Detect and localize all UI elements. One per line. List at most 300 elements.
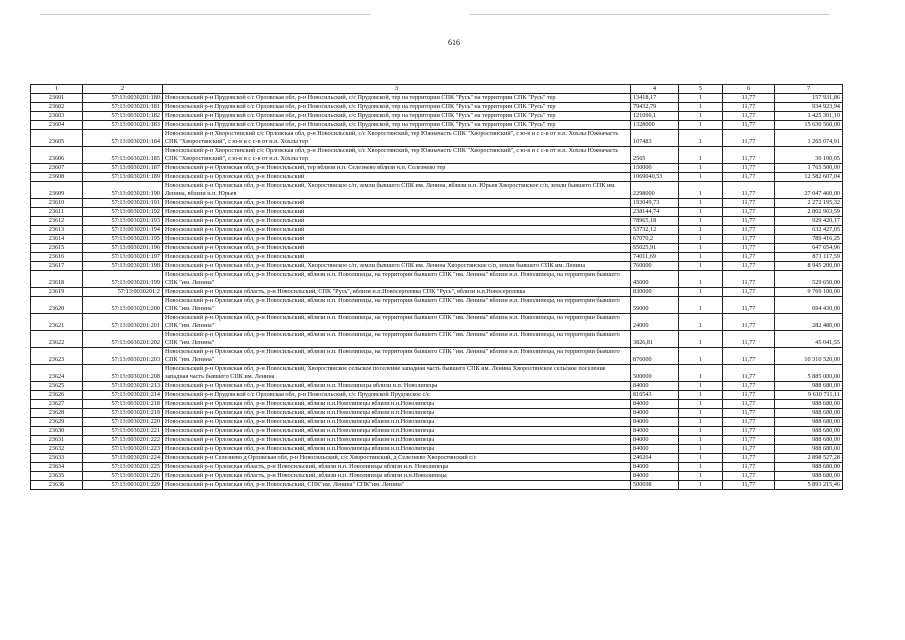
count-cell: 1	[679, 409, 723, 418]
count-cell: 1	[679, 103, 723, 112]
rate-cell: 11,77	[723, 365, 775, 382]
column-header: 3	[163, 85, 631, 94]
count-cell: 1	[679, 288, 723, 297]
rate-cell: 11,77	[723, 147, 775, 164]
cadastral-number-cell: 57:13:0030201:195	[83, 235, 163, 244]
value-cell: 5 885 000,00	[775, 365, 843, 382]
area-cell: 760000	[631, 262, 679, 271]
table-row	[31, 226, 843, 235]
address-cell: Новосильский р-н Орловская обл, р-н Новосильский, вблизи н.п.Новолипецы вблизи н.п.Новолипецы	[163, 400, 631, 409]
count-cell: 1	[679, 112, 723, 121]
count-cell: 1	[679, 391, 723, 400]
address-cell: Новосильский р-н Прудовской с/с Орловская обл, р-н Новосильский, с/с Прудовской, тер на территории СПК "Русь" на территории СПК "Русь" тер	[163, 121, 631, 130]
value-cell: 988 680,00	[775, 400, 843, 409]
rate-cell: 11,77	[723, 271, 775, 288]
area-cell: 84000	[631, 472, 679, 481]
row-number-cell: 23619	[31, 288, 83, 297]
table-row	[31, 271, 843, 288]
rate-cell: 11,77	[723, 427, 775, 436]
value-cell: 988 680,00	[775, 427, 843, 436]
table-row	[31, 173, 843, 182]
count-cell: 1	[679, 481, 723, 490]
address-cell: Новосильский р-н Орловская обл, р-н Новосильский, Хворостянское с/п, земли бывшего СПК им. Ленина, вблизи н.п. Юрьев Хворостянское с/п, земли бывшего СПК им. Ленина, вблизи н.п. Юрьев	[163, 182, 631, 199]
row-number-cell: 23625	[31, 382, 83, 391]
table-row	[31, 235, 843, 244]
cadastral-number-cell: 57:13:0030201:200	[83, 297, 163, 314]
cadastral-number-cell: 57:13:0030201:196	[83, 244, 163, 253]
cadastral-number-cell: 57:13:0030201:201	[83, 314, 163, 331]
cadastral-number-cell: 57:13:0030201:198	[83, 262, 163, 271]
rate-cell: 11,77	[723, 226, 775, 235]
rate-cell: 11,77	[723, 164, 775, 173]
table-row	[31, 454, 843, 463]
row-number-cell: 23632	[31, 445, 83, 454]
address-cell: Новосильский р-н Орловская обл, р-н Новосильский	[163, 244, 631, 253]
table-row	[31, 217, 843, 226]
count-cell: 1	[679, 164, 723, 173]
value-cell: 12 582 607,04	[775, 173, 843, 182]
row-number-cell: 23629	[31, 418, 83, 427]
area-cell: 84000	[631, 400, 679, 409]
row-number-cell: 23617	[31, 262, 83, 271]
table-row	[31, 365, 843, 382]
row-number-cell: 23605	[31, 130, 83, 147]
address-cell: Новосильский р-н Прудовской с/с Орловская обл, р-н Новосильский, с/с Прудовской, тер на территории СПК "Русь" на территории СПК "Русь" тер	[163, 103, 631, 112]
address-cell: Новосильский р-н Орловская обл, р-н Новосильский	[163, 173, 631, 182]
table-row	[31, 288, 843, 297]
rate-cell: 11,77	[723, 436, 775, 445]
table-row	[31, 445, 843, 454]
row-number-cell: 23616	[31, 253, 83, 262]
count-cell: 1	[679, 199, 723, 208]
cadastral-number-cell: 57:13:0030201:208	[83, 365, 163, 382]
rate-cell: 11,77	[723, 472, 775, 481]
cadastral-number-cell: 57:13:0030201:193	[83, 217, 163, 226]
row-number-cell: 23634	[31, 463, 83, 472]
address-cell: Новосильский р-н Орловская обл, р-н Новосильский, вблизи н.п.Новолипецы вблизи н.п.Новолипецы	[163, 427, 631, 436]
area-cell: 121096,1	[631, 112, 679, 121]
value-cell: 789 416,25	[775, 235, 843, 244]
value-cell: 988 680,00	[775, 436, 843, 445]
row-number-cell: 23623	[31, 348, 83, 365]
count-cell: 1	[679, 314, 723, 331]
address-cell: Новосильский р-н Орловская обл, р-н Новосильский, Хворостянское сельское поселение западная часть бывшего СПК им. Ленина Хворостянское сельское поселение западная часть бывшего СПК им. Ленина	[163, 365, 631, 382]
cadastral-number-cell: 57:13:0030201:202	[83, 331, 163, 348]
value-cell: 934 923,94	[775, 103, 843, 112]
cadastral-number-cell: 57:13:0030201:219	[83, 409, 163, 418]
count-cell: 1	[679, 94, 723, 103]
count-cell: 1	[679, 235, 723, 244]
table-row	[31, 112, 843, 121]
address-cell: Новосильский р-н Прудовской с/с Орловская обл, р-н Новосильский, с/с Прудовской Прудовское с/с	[163, 391, 631, 400]
table-row	[31, 182, 843, 199]
value-cell: 988 680,00	[775, 445, 843, 454]
rate-cell: 11,77	[723, 103, 775, 112]
row-number-cell: 23610	[31, 199, 83, 208]
count-cell: 1	[679, 427, 723, 436]
area-cell: 84000	[631, 436, 679, 445]
rate-cell: 11,77	[723, 121, 775, 130]
count-cell: 1	[679, 436, 723, 445]
rate-cell: 11,77	[723, 253, 775, 262]
value-cell: 1 765 500,00	[775, 164, 843, 173]
count-cell: 1	[679, 147, 723, 164]
rate-cell: 11,77	[723, 182, 775, 199]
area-cell: 55025,91	[631, 244, 679, 253]
table-row	[31, 244, 843, 253]
count-cell: 1	[679, 271, 723, 288]
column-header: 7	[775, 85, 843, 94]
value-cell: 10 310 520,00	[775, 348, 843, 365]
value-cell: 2 898 527,28	[775, 454, 843, 463]
rate-cell: 11,77	[723, 262, 775, 271]
area-cell: 150000	[631, 164, 679, 173]
row-number-cell: 23614	[31, 235, 83, 244]
table-row	[31, 297, 843, 314]
area-cell: 3826,81	[631, 331, 679, 348]
rate-cell: 11,77	[723, 454, 775, 463]
rate-cell: 11,77	[723, 418, 775, 427]
value-cell: 929 420,17	[775, 217, 843, 226]
cadastral-number-cell: 57:13:0030201:191	[83, 199, 163, 208]
table-row	[31, 103, 843, 112]
address-cell: Новосильский р-н Орловская обл, р-н Новосильский, тер вблизи н.п. Селезнево вблизи н.п. Селезнево тер	[163, 164, 631, 173]
rate-cell: 11,77	[723, 208, 775, 217]
value-cell: 988 680,00	[775, 463, 843, 472]
column-header: 2	[83, 85, 163, 94]
area-cell: 876000	[631, 348, 679, 365]
table-row	[31, 262, 843, 271]
count-cell: 1	[679, 130, 723, 147]
column-header: 4	[631, 85, 679, 94]
table-row	[31, 314, 843, 331]
row-number-cell: 23601	[31, 94, 83, 103]
area-cell: 84000	[631, 427, 679, 436]
row-number-cell: 23626	[31, 391, 83, 400]
area-cell: 1328000	[631, 121, 679, 130]
value-cell: 988 680,00	[775, 472, 843, 481]
address-cell: Новосильский р-н Орловская область, р-н Новосильский, вблизи н.п. Новолипецы вблизи н.п. Новолипецы	[163, 463, 631, 472]
row-number-cell: 23607	[31, 164, 83, 173]
count-cell: 1	[679, 208, 723, 217]
cadastral-number-cell: 57:13:0030201:223	[83, 445, 163, 454]
count-cell: 1	[679, 454, 723, 463]
cadastral-number-cell: 57:13:0030201:218	[83, 400, 163, 409]
row-number-cell: 23612	[31, 217, 83, 226]
cadastral-number-cell: 57:13:0030201:229	[83, 481, 163, 490]
column-number-header-row	[31, 85, 843, 94]
row-number-cell: 23624	[31, 365, 83, 382]
cadastral-number-cell: 57:13:0030201:187	[83, 164, 163, 173]
cadastral-number-cell: 57:13:0030201:221	[83, 427, 163, 436]
count-cell: 1	[679, 400, 723, 409]
rate-cell: 11,77	[723, 235, 775, 244]
address-cell: Новосильский р-н Орловская обл, р-н Новосильский	[163, 208, 631, 217]
count-cell: 1	[679, 472, 723, 481]
cadastral-number-cell: 57:13:0030201:181	[83, 103, 163, 112]
table-row	[31, 121, 843, 130]
address-cell: Новосильский р-н Прудовской с/с Орловская обл, р-н Новосильский, с/с Прудовской, тер на территории СПК "Русь" на территории СПК "Русь" тер	[163, 94, 631, 103]
rate-cell: 11,77	[723, 348, 775, 365]
registry-body	[31, 94, 843, 490]
area-cell: 816543	[631, 391, 679, 400]
value-cell: 871 117,59	[775, 253, 843, 262]
count-cell: 1	[679, 331, 723, 348]
count-cell: 1	[679, 348, 723, 365]
table-row	[31, 199, 843, 208]
row-number-cell: 23636	[31, 481, 83, 490]
value-cell: 988 680,00	[775, 409, 843, 418]
value-cell: 647 654,96	[775, 244, 843, 253]
cadastral-number-cell: 57:13:0030201:183	[83, 121, 163, 130]
count-cell: 1	[679, 226, 723, 235]
address-cell: Новосильский р-н Орловская обл, р-н Новосильский	[163, 217, 631, 226]
table-row	[31, 481, 843, 490]
count-cell: 1	[679, 445, 723, 454]
address-cell: Новосильский р-н Хворостянский с/с Орловская обл, р-н Новосильский, с/с Хворостянский, тер Южначасть СПК "Хворостянский", с ю-в и с с-в от н.п. Хохлы Южначасть СПК "Хворостянский", с ю-в и с с-в от н.п. Хохлы тер	[163, 147, 631, 164]
rate-cell: 11,77	[723, 297, 775, 314]
address-cell: Новосильский р-н Орловская обл, р-н Новосильский, вблизи н.п. Новолипецы, на территории бывшего СПК "им. Ленина" вблизи н.п. Новолипецы, на территории бывшего СПК "им. Ленина"	[163, 331, 631, 348]
value-cell: 8 945 200,00	[775, 262, 843, 271]
address-cell: Новосильский р-н Хворостянский с/с Орловская обл, р-н Новосильский, с/с Хворостянский, тер Южначасть СПК "Хворостянский", с ю-в и с с-в от н.п. Хохлы Южначасть СПК "Хворостянский", с ю-в и с с-в от н.п. Хохлы тер	[163, 130, 631, 147]
cadastral-number-cell: 57:13:0030201:213	[83, 382, 163, 391]
area-cell: 84000	[631, 382, 679, 391]
cadastral-number-cell: 57:13:0030201:2	[83, 288, 163, 297]
address-cell: Новосильский р-н Орловская обл, р-н Новосильский	[163, 226, 631, 235]
page-number: 616	[448, 38, 460, 47]
value-cell: 2 272 195,32	[775, 199, 843, 208]
column-header: 6	[723, 85, 775, 94]
row-number-cell: 23621	[31, 314, 83, 331]
cadastral-number-cell: 57:13:0030201:189	[83, 173, 163, 182]
value-cell: 988 680,00	[775, 382, 843, 391]
value-cell: 15 630 560,00	[775, 121, 843, 130]
row-number-cell: 23603	[31, 112, 83, 121]
area-cell: 53732,12	[631, 226, 679, 235]
rate-cell: 11,77	[723, 173, 775, 182]
address-cell: Новосильский р-н Орловская обл, р-н Новосильский, вблизи н.п. Новолипецы, на территории бывшего СПК "им. Ленина" вблизи н.п. Новолипецы, на территории бывшего СПК "им. Ленина"	[163, 297, 631, 314]
table-row	[31, 409, 843, 418]
table-row	[31, 130, 843, 147]
table-row	[31, 472, 843, 481]
address-cell: Новосильский р-н Селезнево д Орловская обл, р-н Новосильский, с/с Хворостянский, д Селезнево Хворостянский с/с	[163, 454, 631, 463]
area-cell: 45000	[631, 271, 679, 288]
area-cell: 84000	[631, 445, 679, 454]
rate-cell: 11,77	[723, 481, 775, 490]
address-cell: Новосильский р-н Орловская обл, р-н Новосильский, вблизи н.п. Новолипецы, на территории бывшего СПК "им. Ленина" вблизи н.п. Новолипецы, на территории бывшего СПК "им. Ленина"	[163, 314, 631, 331]
rate-cell: 11,77	[723, 382, 775, 391]
table-row	[31, 253, 843, 262]
value-cell: 1 265 074,91	[775, 130, 843, 147]
area-cell: 107483	[631, 130, 679, 147]
cadastral-number-cell: 57:13:0030201:222	[83, 436, 163, 445]
rate-cell: 11,77	[723, 244, 775, 253]
row-number-cell: 23628	[31, 409, 83, 418]
address-cell: Новосильский р-н Орловская обл, р-н Новосильский, СПК"им. Ленина" СПК"им. Ленина"	[163, 481, 631, 490]
count-cell: 1	[679, 244, 723, 253]
cadastral-number-cell: 57:13:0030201:185	[83, 147, 163, 164]
area-cell: 59000	[631, 297, 679, 314]
row-number-cell: 23620	[31, 297, 83, 314]
count-cell: 1	[679, 418, 723, 427]
table-row	[31, 348, 843, 365]
table-row	[31, 427, 843, 436]
column-header: 5	[679, 85, 723, 94]
count-cell: 1	[679, 217, 723, 226]
address-cell: Новосильский р-н Орловская обл, р-н Новосильский, Хворостянское с/п, земли бывшего СПК им. Ленина Хворостянское с/п, земли бывшего СПК им. Ленина	[163, 262, 631, 271]
row-number-cell: 23618	[31, 271, 83, 288]
cadastral-number-cell: 57:13:0030201:224	[83, 454, 163, 463]
row-number-cell: 23615	[31, 244, 83, 253]
address-cell: Новосильский р-н Орловская обл, р-н Новосильский, вблизи н.п.Новолипецы вблизи н.п.Новолипецы	[163, 418, 631, 427]
count-cell: 1	[679, 365, 723, 382]
rate-cell: 11,77	[723, 391, 775, 400]
cadastral-registry-table	[30, 84, 843, 490]
count-cell: 1	[679, 262, 723, 271]
cadastral-number-cell: 57:13:0030201:190	[83, 182, 163, 199]
rate-cell: 11,77	[723, 112, 775, 121]
rate-cell: 11,77	[723, 217, 775, 226]
rate-cell: 11,77	[723, 463, 775, 472]
area-cell: 238144,74	[631, 208, 679, 217]
area-cell: 1069040,53	[631, 173, 679, 182]
row-number-cell: 23604	[31, 121, 83, 130]
value-cell: 282 480,00	[775, 314, 843, 331]
area-cell: 84000	[631, 418, 679, 427]
cadastral-number-cell: 57:13:0030201:226	[83, 472, 163, 481]
table-row	[31, 436, 843, 445]
row-number-cell: 23611	[31, 208, 83, 217]
rate-cell: 11,77	[723, 288, 775, 297]
cadastral-number-cell: 57:13:0030201:214	[83, 391, 163, 400]
cadastral-number-cell: 57:13:0030201:182	[83, 112, 163, 121]
rate-cell: 11,77	[723, 130, 775, 147]
area-cell: 84000	[631, 409, 679, 418]
address-cell: Новосильский р-н Прудовской с/с Орловская обл, р-н Новосильский, с/с Прудовской, тер на территории СПК "Русь" на территории СПК "Русь" тер	[163, 112, 631, 121]
value-cell: 157 931,86	[775, 94, 843, 103]
table-row	[31, 94, 843, 103]
rate-cell: 11,77	[723, 331, 775, 348]
area-cell: 2298000	[631, 182, 679, 199]
area-cell: 67070,2	[631, 235, 679, 244]
table-row	[31, 382, 843, 391]
address-cell: Новосильский р-н Орловская обл, р-н Новосильский, вблизи н.п.Новолипецы вблизи н.п.Новолипецы	[163, 445, 631, 454]
address-cell: Новосильский р-н Орловская обл, р-н Новосильский, вблизи н.п. Новолипецы вблизи н.п. Новолипецы	[163, 382, 631, 391]
row-number-cell: 23633	[31, 454, 83, 463]
table-row	[31, 331, 843, 348]
address-cell: Новосильский р-н Орловская обл, р-н Новосильский, вблизи н.п.Новолипецы вблизи н.п.Новолипецы	[163, 436, 631, 445]
count-cell: 1	[679, 182, 723, 199]
table-row	[31, 391, 843, 400]
cadastral-number-cell: 57:13:0030201:225	[83, 463, 163, 472]
count-cell: 1	[679, 463, 723, 472]
value-cell: 9 769 100,00	[775, 288, 843, 297]
table-row	[31, 208, 843, 217]
count-cell: 1	[679, 173, 723, 182]
rate-cell: 11,77	[723, 445, 775, 454]
row-number-cell: 23630	[31, 427, 83, 436]
area-cell: 78965,18	[631, 217, 679, 226]
value-cell: 632 427,05	[775, 226, 843, 235]
area-cell: 13418,17	[631, 94, 679, 103]
area-cell: 246264	[631, 454, 679, 463]
scan-artifact-line-left	[40, 14, 370, 15]
area-cell: 500000	[631, 365, 679, 382]
row-number-cell: 23613	[31, 226, 83, 235]
count-cell: 1	[679, 121, 723, 130]
row-number-cell: 23631	[31, 436, 83, 445]
table-row	[31, 147, 843, 164]
count-cell: 1	[679, 382, 723, 391]
address-cell: Новосильский р-н Орловская обл, р-н Новосильский, вблизи н.п. Новолипецы, на территории бывшего СПК "им. Ленина" вблизи н.п. Новолипецы, на территории бывшего СПК "им. Ленина"	[163, 271, 631, 288]
row-number-cell: 23622	[31, 331, 83, 348]
area-cell: 84000	[631, 463, 679, 472]
area-cell: 2565	[631, 147, 679, 164]
value-cell: 529 650,00	[775, 271, 843, 288]
area-cell: 74011,69	[631, 253, 679, 262]
table-row	[31, 463, 843, 472]
table-row	[31, 164, 843, 173]
rate-cell: 11,77	[723, 400, 775, 409]
value-cell: 694 430,00	[775, 297, 843, 314]
scan-artifact-line-right	[470, 14, 830, 15]
row-number-cell: 23609	[31, 182, 83, 199]
cadastral-number-cell: 57:13:0030201:194	[83, 226, 163, 235]
cadastral-number-cell: 57:13:0030201:180	[83, 94, 163, 103]
rate-cell: 11,77	[723, 94, 775, 103]
value-cell: 988 680,00	[775, 418, 843, 427]
row-number-cell: 23606	[31, 147, 83, 164]
rate-cell: 11,77	[723, 314, 775, 331]
rate-cell: 11,77	[723, 199, 775, 208]
address-cell: Новосильский р-н Орловская обл, р-н Новосильский	[163, 235, 631, 244]
row-number-cell: 23602	[31, 103, 83, 112]
table-row	[31, 418, 843, 427]
cadastral-number-cell: 57:13:0030201:184	[83, 130, 163, 147]
column-header: 1	[31, 85, 83, 94]
value-cell: 45 041,55	[775, 331, 843, 348]
value-cell: 2 802 963,59	[775, 208, 843, 217]
row-number-cell: 23608	[31, 173, 83, 182]
table-row	[31, 400, 843, 409]
row-number-cell: 23635	[31, 472, 83, 481]
count-cell: 1	[679, 297, 723, 314]
area-cell: 500698	[631, 481, 679, 490]
value-cell: 1 425 301,10	[775, 112, 843, 121]
value-cell: 27 047 460,00	[775, 182, 843, 199]
cadastral-number-cell: 57:13:0030201:220	[83, 418, 163, 427]
area-cell: 193049,73	[631, 199, 679, 208]
rate-cell: 11,77	[723, 409, 775, 418]
value-cell: 5 893 215,46	[775, 481, 843, 490]
cadastral-number-cell: 57:13:0030201:192	[83, 208, 163, 217]
address-cell: Новосильский р-н Орловская область, р-н Новосильский, СПК "Русь", вблизи н.п.Новосергеевка СПК "Русь", вблизи н.п.Новосергеевка	[163, 288, 631, 297]
cadastral-number-cell: 57:13:0030201:199	[83, 271, 163, 288]
address-cell: Новосильский р-н Орловская обл, р-н Новосильский	[163, 253, 631, 262]
cadastral-number-cell: 57:13:0030201:197	[83, 253, 163, 262]
row-number-cell: 23627	[31, 400, 83, 409]
count-cell: 1	[679, 253, 723, 262]
cadastral-number-cell: 57:13:0030201:203	[83, 348, 163, 365]
area-cell: 830000	[631, 288, 679, 297]
address-cell: Новосильский р-н Орловская обл, р-н Новосильский, вблизи н.п.Новолипецы вблизи н.п.Новолипецы	[163, 409, 631, 418]
address-cell: Новосильский р-н Орловская обл, р-н Новосильский	[163, 199, 631, 208]
value-cell: 9 610 711,11	[775, 391, 843, 400]
value-cell: 30 190,05	[775, 147, 843, 164]
address-cell: Новосильский р-н Орловская область, р-н Новосильский, вблизи н.п. Новолипецы вблизи н.п.Новолипецы	[163, 472, 631, 481]
area-cell: 79432,79	[631, 103, 679, 112]
address-cell: Новосильский р-н Орловская обл, р-н Новосильский, вблизи н.п. Новолипецы, на территории бывшего СПК "им. Ленина" вблизи н.п. Новолипецы, на территории бывшего СПК "им. Ленина"	[163, 348, 631, 365]
